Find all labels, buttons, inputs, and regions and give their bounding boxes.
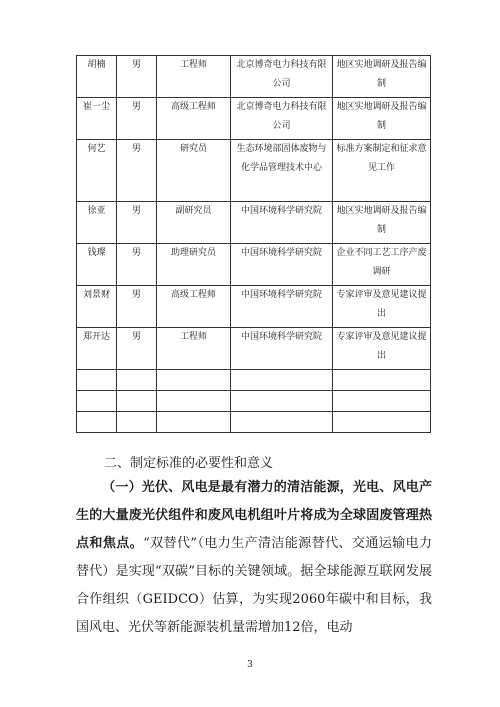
empty-table-row [77, 370, 431, 391]
table-row [77, 202, 431, 244]
organization-cell: 中国环境科学研究院 [231, 328, 333, 370]
gender-cell: 男 [117, 328, 157, 370]
work-cell: 企业不同工艺工序产废调研 [333, 244, 431, 286]
empty-table-row [77, 391, 431, 412]
name-cell: 钱璨 [77, 244, 117, 286]
title-cell: 工程师 [157, 56, 231, 98]
table-row [77, 244, 431, 286]
organization-cell: 中国环境科学研究院 [231, 244, 333, 286]
gender-cell: 男 [117, 244, 157, 286]
title-cell: 研究员 [157, 140, 231, 202]
gender-cell: 男 [117, 286, 157, 328]
organization-cell: 中国环境科学研究院 [231, 286, 333, 328]
work-cell: 专家评审及意见建议提出 [333, 286, 431, 328]
title-cell: 副研究员 [157, 202, 231, 244]
gender-cell: 男 [117, 98, 157, 140]
section-heading: 二、制定标准的必要性和意义 [104, 456, 274, 471]
empty-table-row [77, 412, 431, 433]
gender-cell: 男 [117, 202, 157, 244]
title-cell: 助理研究员 [157, 244, 231, 286]
gender-cell: 男 [117, 140, 157, 202]
gender-cell: 男 [117, 56, 157, 98]
personnel-table-body [77, 56, 431, 433]
title-cell: 高级工程师 [157, 98, 231, 140]
name-cell: 郑开达 [77, 328, 117, 370]
paragraph-body-text: “双替代”（电力生产清洁能源替代、交通运输电力替代）是实现“双碳”目标的关键领域。据全球能源互联网发展合作组织（GEIDCO）估算，为实现2060年碳中和目标，我国风电、光伏等新能源装机量需增加12倍，电动 [76, 536, 432, 635]
table-row [77, 98, 431, 140]
page-number: 3 [247, 660, 253, 670]
table-row [77, 286, 431, 328]
work-cell: 地区实地调研及报告编制 [333, 56, 431, 98]
organization-cell: 北京博奇电力科技有限公司 [231, 56, 333, 98]
work-cell: 地区实地调研及报告编制 [333, 98, 431, 140]
organization-cell: 北京博奇电力科技有限公司 [231, 98, 333, 140]
organization-cell: 生态环境部固体废物与化学品管理技术中心 [231, 140, 333, 202]
work-cell: 专家评审及意见建议提出 [333, 328, 431, 370]
name-cell: 何艺 [77, 140, 117, 202]
table-row [77, 328, 431, 370]
work-cell: 标准方案制定和征求意见工作 [333, 140, 431, 202]
table-row [77, 140, 431, 202]
name-cell: 刘景财 [77, 286, 117, 328]
name-cell: 崔一尘 [77, 98, 117, 140]
body-paragraph [76, 474, 432, 642]
title-cell: 工程师 [157, 328, 231, 370]
title-cell: 高级工程师 [157, 286, 231, 328]
name-cell: 胡楠 [77, 56, 117, 98]
organization-cell: 中国环境科学研究院 [231, 202, 333, 244]
paragraph-bold-lead: （一）光伏、风电是最有潜力的清洁能源，光电、风电产生的大量废光伏组件和废风电机组叶片将成为全球固废管理热点和焦点。 [76, 480, 432, 551]
table-row [77, 56, 431, 98]
personnel-table [76, 55, 431, 433]
name-cell: 徐亚 [77, 202, 117, 244]
work-cell: 地区实地调研及报告编制 [333, 202, 431, 244]
